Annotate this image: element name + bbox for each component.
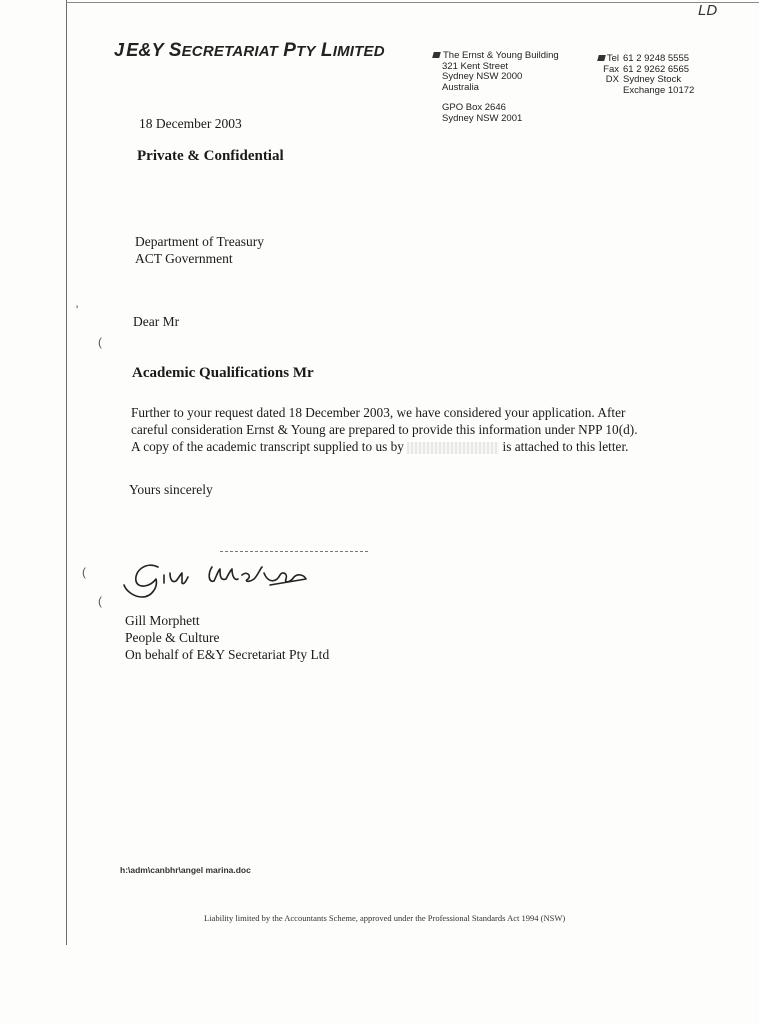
contact-tel: 61 2 9248 5555 bbox=[623, 53, 690, 64]
sender-department: People & Culture bbox=[125, 630, 220, 645]
body-line: careful consideration Ernst & Young are prepared to provide this information under NPP 10(d). bbox=[131, 422, 638, 437]
scan-mark: ( bbox=[98, 594, 102, 608]
redacted-name bbox=[407, 442, 499, 454]
recipient-line: Department of Treasury bbox=[135, 234, 264, 249]
contact-row: Fax 61 2 9262 6565 bbox=[603, 63, 690, 75]
signature-dashed-line bbox=[220, 551, 368, 552]
closing: Yours sincerely bbox=[129, 482, 213, 497]
contact-fax: 61 2 9262 6565 bbox=[623, 63, 690, 75]
body-line: A copy of the academic transcript supplied to us by is attached to this letter. bbox=[131, 439, 629, 454]
sender-block bbox=[125, 612, 329, 663]
scan-mark: ( bbox=[82, 565, 86, 579]
address-street: 321 Kent Street bbox=[442, 60, 509, 72]
file-path: h:\adm\canbhr\angel marina.doc bbox=[120, 865, 251, 875]
recipient-block bbox=[135, 233, 264, 267]
liability-notice: Liability limited by the Accountants Scheme, approved under the Professional Standards Act 1994 (NSW) bbox=[204, 913, 566, 923]
page-edge-top bbox=[66, 2, 759, 3]
address-building: The Ernst & Young Building bbox=[443, 50, 559, 61]
corner-mark: LD bbox=[698, 2, 718, 19]
contact-row bbox=[589, 86, 694, 97]
letter-date: 18 December 2003 bbox=[139, 116, 242, 131]
address-bullet-icon bbox=[432, 52, 441, 58]
contact-row: Tel 61 2 9248 5555 bbox=[589, 54, 694, 65]
contact-dx-exchange: Exchange 10172 bbox=[623, 84, 695, 96]
subject-line: Academic Qualifications Mr bbox=[132, 365, 314, 381]
address-po-city: Sydney NSW 2001 bbox=[442, 112, 523, 124]
sender-name: Gill Morphett bbox=[125, 613, 200, 628]
scan-mark: ' bbox=[76, 303, 79, 317]
logo-prefix: J bbox=[114, 40, 125, 60]
handwritten-signature bbox=[120, 553, 310, 603]
body-line: Further to your request dated 18 December 2003, we have considered your application. After bbox=[131, 405, 626, 420]
sender-company: On behalf of E&Y Secretariat Pty Ltd bbox=[125, 647, 330, 662]
body-paragraph bbox=[131, 404, 638, 455]
salutation: Dear Mr bbox=[133, 314, 180, 329]
contact-block bbox=[589, 54, 694, 96]
address-city: Sydney NSW 2000 bbox=[442, 71, 523, 82]
page-edge-left bbox=[66, 0, 67, 945]
contact-dx: Sydney Stock bbox=[623, 74, 682, 85]
contact-row: DX Sydney Stock bbox=[605, 74, 682, 85]
scan-mark: ( bbox=[98, 335, 102, 349]
company-logo: J E&Y SECRETARIAT PTY LIMITED bbox=[114, 40, 385, 61]
contact-bullet-icon bbox=[597, 55, 606, 61]
address-po-box: GPO Box 2646 bbox=[442, 102, 506, 113]
logo-initials: E&Y bbox=[126, 40, 164, 60]
address-block bbox=[433, 51, 559, 124]
recipient-line: ACT Government bbox=[135, 251, 233, 266]
address-country: Australia bbox=[442, 81, 479, 93]
private-notice: Private & Confidential bbox=[137, 148, 284, 164]
